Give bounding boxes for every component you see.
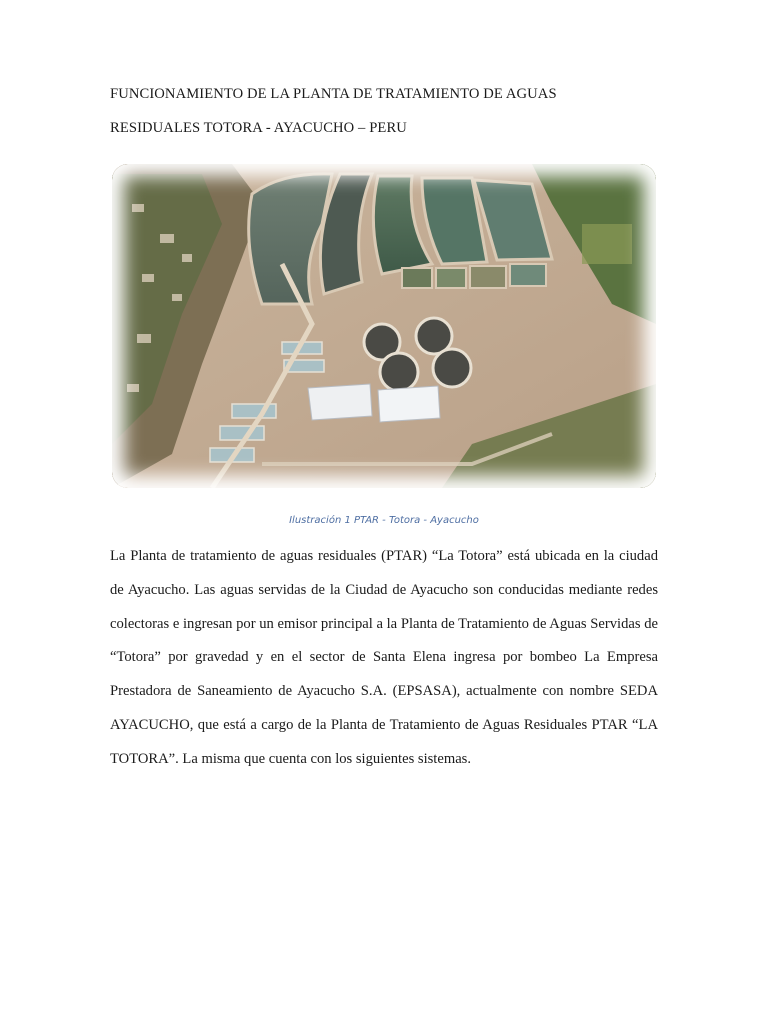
document-title-line-2: RESIDUALES TOTORA - AYACUCHO – PERU [110,120,407,136]
aerial-photo-ptar [112,164,656,488]
document-title-line-1: FUNCIONAMIENTO DE LA PLANTA DE TRATAMIENTO DE AGUAS [110,86,557,102]
figure-caption: Ilustración 1 PTAR - Totora - Ayacucho [289,515,479,526]
body-paragraph: La Planta de tratamiento de aguas residuales (PTAR) “La Totora” está ubicada en la ciudad de Ayacucho. Las aguas servidas de la Ciudad de Ayacucho son conducidas mediante redes colectoras e ingresan por un emisor principal a la Planta de Tratamiento de Aguas Servidas de “Totora” por gravedad y en el sector de Santa Elena ingresa por bombeo La Empresa Prestadora de Saneamiento de Ayacucho S.A. (EPSASA), actualmente con nombre SEDA AYACUCHO, que está a cargo de la Planta de Tratamiento de Aguas Residuales PTAR “LA TOTORA”. La misma que cuenta con los siguientes sistemas. [110,548,658,767]
